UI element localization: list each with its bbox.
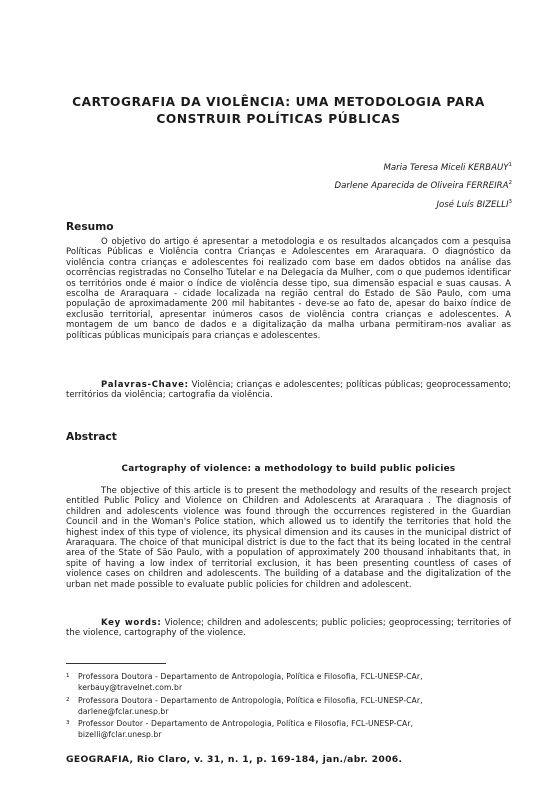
footnote-1-email[interactable]: kerbauy@travelnet.com.br — [78, 683, 183, 692]
journal-citation: GEOGRAFIA, Rio Claro, v. 31, n. 1, p. 169-184, jan./abr. 2006. — [66, 754, 403, 765]
footnote-3: 3 Professor Doutor - Departamento de Antropologia, Política e Filosofia, FCL-UNESP-CAr, bizelli@fclar.unesp.br — [66, 718, 516, 740]
author-1: Maria Teresa Miceli KERBAUY$^1$ — [383, 162, 512, 173]
abstract-body: The objective of this article is to present the methodology and results of the research project entitled Public Policy and Violence on Children and Adolescents at Araraquara . The diagnosis of children and adolescents violence was found through the occurrences registered in the Guardian Council and in the Woman's Police station, which allowed us to identify the territories that hold the highest index of this type of violence, its physical dimension and its causes in the municipal district of Araraquara. The choice of that municipal district is due to the fact that its being located in the central area of the State of São Paulo, with a population of approximately 200 thousand inhabitants that, in spite of having a low index of territorial exclusion, it has been presenting countless of cases of violence cases on children and adolescents. The building of a database and the digitalization of the urban net made possible to evaluate public policies for children and adolescent. — [66, 486, 511, 590]
palavras-chave-label: Palavras-Chave: — [101, 380, 189, 390]
resumo-heading: Resumo — [66, 221, 114, 233]
footnote-3-email[interactable]: bizelli@fclar.unesp.br — [78, 730, 162, 739]
author-3: José Luís BIZELLI$^3$ — [436, 198, 512, 210]
abstract-subtitle: Cartography of violence: a methodology to build public policies — [121, 464, 456, 474]
footnote-1: 1 Professora Doutora - Departamento de Antropologia, Política e Filosofia, FCL-UNESP-CAr, kerbauy@travelnet.com.br — [66, 671, 516, 693]
author-list — [212, 158, 512, 213]
key-words-label: Key words: — [101, 618, 162, 628]
palavras-chave-list: Violência; crianças e adolescentes; políticas públicas; geoprocessamento; territórios da violência; cartografia da violência. — [66, 380, 511, 401]
title-line-1: CARTOGRAFIA DA VIOLÊNCIA: UMA METODOLOGIA PARA — [72, 95, 485, 109]
title-line-2: CONSTRUIR POLÍTICAS PÚBLICAS — [156, 112, 401, 126]
article-title — [40, 94, 517, 128]
abstract-heading: Abstract — [66, 431, 117, 443]
key-words — [66, 618, 511, 639]
footnote-divider — [66, 663, 166, 664]
palavras-chave — [66, 380, 511, 401]
author-2: Darlene Aparecida de Oliveira FERREIRA$^2$ — [334, 180, 512, 192]
key-words-list: Violence; children and adolescents; public policies; geoprocessing; territories of the violence, cartography of the violence. — [66, 618, 511, 639]
footnote-2-email[interactable]: darlene@fclar.unesp.br — [78, 707, 169, 716]
resumo-body: O objetivo do artigo é apresentar a metodologia e os resultados alcançados com a pesquisa Políticas Públicas e Violência contra Crianças e Adolescentes em Araraquara. O diagnóstico da violência contra crianças e adolescentes foi realizado com base em dados obtidos na análise das ocorrências registradas no Conselho Tutelar e na Delegacia da Mulher, com o que pudemos identificar os territórios onde é maior o índice de violência desse tipo, sua dimensão espacial e suas causas. A escolha de Araraquara - cidade localizada na região central do Estado de São Paulo, com uma população de aproximadamente 200 mil habitantes - deve-se ao fato de, apesar do baixo índice de exclusão territorial, apresentar inúmeros casos de violência contra crianças e adolescentes. A montagem de um banco de dados e a digitalização da malha urbana permitiram-nos avaliar as políticas públicas municipais para crianças e adolescentes. — [66, 237, 511, 341]
footnote-2: 2 Professora Doutora - Departamento de Antropologia, Política e Filosofia, FCL-UNESP-CAr, darlene@fclar.unesp.br — [66, 695, 516, 717]
